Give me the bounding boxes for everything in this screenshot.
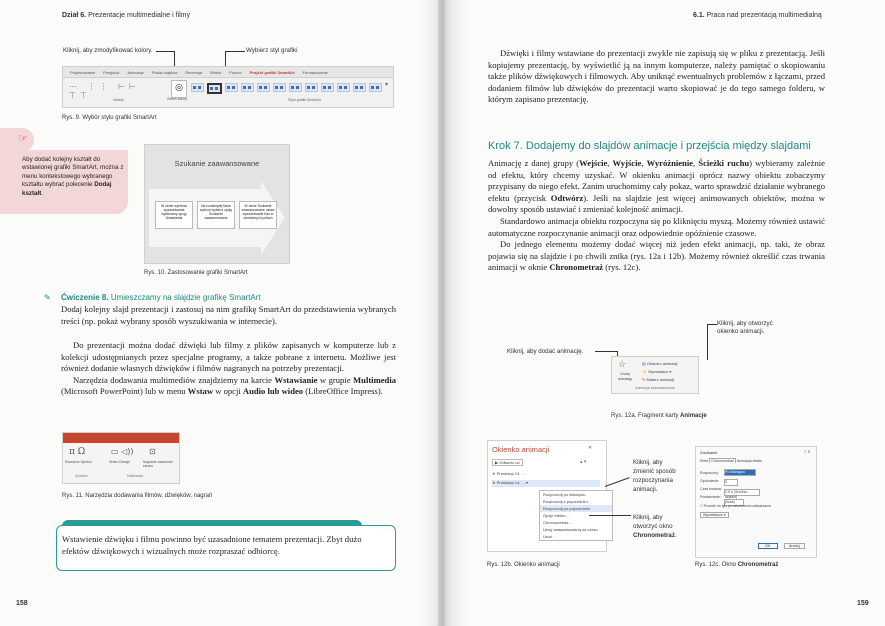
equation-icon[interactable]: π Ω	[69, 447, 86, 457]
leader-line	[156, 51, 174, 52]
dialog-field-values[interactable]: Po kliknięciu 0 2,0 s (Średnio szybko) (Brak)	[724, 469, 760, 506]
leader-line	[707, 324, 717, 325]
ribbon-group-label: Symbole	[75, 474, 88, 478]
menu-item[interactable]: Usuń	[543, 534, 553, 539]
play-from-button[interactable]: ▶ Odtwórz od	[492, 459, 523, 466]
left-page-header: Dział 6. Prezentacje multimedialne i filmy	[62, 12, 191, 19]
exercise-heading: Ćwiczenie 8. Umieszczamy na slajdzie grafikę SmartArt	[61, 293, 261, 302]
smartart-style[interactable]	[353, 83, 366, 92]
ribbon-tab[interactable]: Przejścia	[103, 69, 120, 75]
figure-10-caption: Rys. 10. Zastosowanie grafiki SmartArt	[144, 270, 248, 276]
figure-12a-caption: Rys. 12a. Fragment karty Animacje	[611, 413, 707, 419]
media-tool-label: Wideo Dźwięk	[109, 460, 130, 464]
step-7-heading: Krok 7. Dodajemy do slajdów animacje i przejścia między slajdami	[488, 140, 811, 152]
right-body-top: Dźwięki i filmy wstawiane do prezentacji zwykle nie zapisują się w pliku z prezentacją. Jeśli kopiujemy prezentację, by wyświetlić ją na innym komputerze, należy pamiętać o skopiowaniu także plików dźwiękowych i filmowych. Aby uniknąć ewentualnych problemów z łączami, przed dodaniem filmów lub dźwięków do prezentacji warto skopiować je do tego samego folderu, w którym zapisano prezentację.	[488, 48, 825, 105]
dialog-tab-active[interactable]: Chronometraż	[711, 459, 734, 463]
smartart-style[interactable]	[337, 83, 350, 92]
close-icon[interactable]: ✕	[588, 445, 593, 451]
dialog-close-icon[interactable]: ? ✕	[804, 449, 811, 454]
menu-item[interactable]: Chronometraż...	[543, 520, 572, 525]
right-page	[445, 0, 885, 626]
leader-line	[589, 515, 631, 516]
media-tool-label: Równanie Symbol	[65, 460, 92, 464]
animation-item-selected[interactable]: ★ Prostokąt 14: ... ▾	[492, 480, 600, 487]
leader-line	[595, 351, 617, 352]
left-body-text: Do prezentacji można dodać dźwięki lub filmy z plików zapisanych w komputerze lub z kolekcji udostępnianych przez specjalne programy, a także pobrane z internetu. Możliwe jest również dodanie własnych dźwięków i filmów nagranych na potrzeby prezentacji. Narzędzia dodawania multimediów znajdziemy na karcie Wstawianie w grupie Multimedia (Microsoft PowerPoint) lub w menu Wstaw w opcji Audio lub wideo (LibreOffice Impress).	[61, 340, 397, 397]
ribbon-tab[interactable]: Recenzja	[185, 69, 203, 75]
dialog-field-labels: Rozpocznij: Opóźnienie: Czas trwania: Powtarzanie:	[700, 471, 722, 499]
gallery-scroll-icon[interactable]: ▾	[385, 82, 389, 88]
smartart-style[interactable]	[241, 83, 254, 92]
menu-item[interactable]: Rozpocznij po kliknięciu	[543, 492, 586, 497]
leader-line	[225, 51, 245, 52]
smartart-style[interactable]	[257, 83, 270, 92]
smartart-style-selected[interactable]	[207, 83, 222, 94]
ribbon-tab-smartart-design[interactable]: Projekt grafiki SmartArt	[249, 69, 295, 75]
screen-recording-icon[interactable]: ⊡	[149, 447, 156, 456]
exercise-text: Dodaj kolejny slajd prezentacji i zastosuj na nim grafikę SmartArt do przedstawienia wybranych treści (np. pokaż wybrany sposób wyszukiwania w internecie).	[61, 304, 396, 326]
reorder-icons[interactable]: ▴ ▾	[580, 459, 587, 465]
ribbon-group-label: Układy	[113, 98, 124, 102]
exercise-icon: ✎	[44, 293, 51, 302]
right-page-header: 6.1. Praca nad prezentacją multimedialną	[693, 12, 822, 19]
side-note-text: Aby dodać kolejny kształt do wstawionej grafiki SmartArt, można z menu kontekstowego wybranego kształtu wybrać polecenie Dodaj kształt.	[22, 156, 124, 197]
change-colors-icon[interactable]: ◎	[171, 80, 187, 98]
animation-pane-title: Okienko animacji	[492, 445, 550, 454]
smartart-style[interactable]	[321, 83, 334, 92]
video-audio-icons[interactable]: ▭ ◁))	[111, 447, 134, 456]
figure-12c-caption: Rys. 12c. Okno Chronometraż	[695, 562, 779, 568]
smartart-ribbon	[62, 66, 394, 108]
media-tool-label: Nagranie zawartości ekranu	[143, 460, 173, 468]
animation-painter-button[interactable]: ✎ Malarz animacji	[642, 377, 675, 382]
dialog-title: Zanikanie	[700, 450, 718, 455]
smartart-title: Szukanie zaawansowane	[174, 159, 260, 168]
smartart-style[interactable]	[273, 83, 286, 92]
ribbon-tab[interactable]: Formatowanie	[302, 69, 328, 75]
ribbon-tab[interactable]: Animacje	[127, 69, 144, 75]
smartart-style[interactable]	[191, 83, 204, 92]
annot-add-animation: Kliknij, aby dodać animację.	[507, 348, 584, 355]
note-icon-badge	[0, 128, 34, 152]
pointer-icon: ☞	[18, 132, 28, 145]
leader-line	[605, 477, 630, 487]
left-page	[0, 0, 440, 626]
dialog-tab[interactable]: Animacja tekstu	[736, 459, 763, 463]
dialog-tabs	[700, 459, 762, 463]
ribbon-tab[interactable]: Projektowanie	[70, 69, 96, 75]
ribbon-group-label: Multimedia	[127, 474, 143, 478]
ok-button[interactable]: OK	[758, 543, 778, 549]
smartart-style[interactable]	[369, 83, 382, 92]
right-body-step7: Animację z danej grupy (Wejście, Wyjście, Wyróżnienie, Ścieżki ruchu) wybieramy zależnie od efektu, który chcemy uzyskać. W okienku animacji oprócz nazwy obiektu zobaczymy przypisany do niego efekt. Zanim uruchomimy cały pokaz, warto sprawdzić działanie wybranego efektu (przycisk Odtwórz). Jeśli na slajdzie jest więcej animowanych obiektów, można w dowolny sposób ustawiać i zmieniać kolejność animacji. Standardowo animacja obiektu rozpoczyna się po kliknięciu myszą. Możemy również ustawić automatyczne rozpoczynanie animacji oraz odpowiednie opóźnienie czasowe. Do jednego elementu możemy dodać więcej niż jeden efekt animacji, np. taki, że obraz pojawia się na slajdzie i po chwili znika (rys. 12a i 12b). Możemy również określić czas trwania animacji w oknie Chronometraż (rys. 12c).	[488, 158, 826, 273]
ribbon-title-bar	[63, 433, 179, 443]
animation-item[interactable]: ★ Prostokąt 13: ...	[492, 471, 525, 476]
add-animation-label[interactable]: Dodaj animację	[617, 372, 632, 381]
leader-line	[707, 324, 708, 360]
add-animation-icon[interactable]: ☆	[618, 360, 627, 370]
smartart-slide	[144, 144, 290, 264]
ribbon-tab[interactable]: Pokaz slajdów	[151, 69, 178, 75]
smartart-style[interactable]	[305, 83, 318, 92]
change-colors-label: Zmień kolory	[167, 97, 188, 101]
smartart-style[interactable]	[289, 83, 302, 92]
smartart-step-2: Na rozwiniętej liście wyboru wybierz opcję Szukanie zaawansowane	[197, 201, 235, 229]
smartart-step-1: W oknie wyników wyszukiwania wybieramy opcję Ustawienia	[155, 201, 193, 229]
rewind-checkbox[interactable]: ☐ Przewiń do tyłu po zakończeniu odtwarzania	[700, 504, 771, 508]
media-ribbon	[62, 432, 180, 484]
triggers-button[interactable]: Wyzwalacze ▾	[700, 512, 729, 518]
timing-dialog	[695, 446, 817, 558]
ribbon-tab[interactable]: Pomoc	[229, 69, 242, 75]
ribbon-group-label: Animacja zaawansowana	[635, 386, 675, 390]
annot-style: Wybierz styl grafiki	[246, 47, 298, 54]
annot-change-start: Kliknij, aby zmienić sposób rozpoczynania animacji.	[633, 459, 676, 493]
layout-icons[interactable]: ⋯ ⋮⋮ ⊢⊢ ⊤⊤	[69, 82, 141, 100]
annot-change-colors: Kliknij, aby zmodyfikować kolory.	[63, 47, 153, 54]
smartart-style[interactable]	[225, 83, 238, 92]
tip-text: Wstawienie dźwięku i filmu powinno być uzasadnione tematem prezentacji. Zbyt dużo efektów dźwiękowych i wizualnych może rozpraszać odbiorcę.	[62, 534, 362, 556]
figure-11-caption: Rys. 11. Narzędzia dodawania filmów, dźwięków, nagrań	[62, 493, 213, 499]
annot-open-pane: Kliknij, aby otworzyć okienko animacji.	[717, 320, 773, 335]
figure-9-caption: Rys. 9. Wybór stylu grafiki SmartArt	[62, 115, 157, 121]
menu-item-highlighted[interactable]: Rozpocznij po poprzednim	[540, 505, 612, 512]
ribbon-tab[interactable]: Widok	[210, 69, 222, 75]
smartart-step-3: W oknie Szukanie zaawansowane ustaw wyszukiwanie fraz w określonych polach	[239, 201, 277, 229]
annot-open-timing: Kliknij, aby otworzyć okno Chronometraż.	[633, 514, 677, 539]
cancel-button[interactable]: Anuluj	[784, 543, 805, 549]
page-number-right: 159	[857, 600, 869, 607]
animation-pane-button[interactable]: ▤ Okienko animacji	[642, 361, 678, 366]
trigger-button[interactable]: ⚡ Wyzwalacz ▾	[642, 369, 672, 374]
animation-ribbon	[611, 356, 699, 394]
menu-item[interactable]: Rozpocznij z poprzednim	[543, 499, 588, 504]
page-number-left: 158	[16, 600, 28, 607]
menu-item[interactable]: Opcje efektu...	[543, 513, 569, 518]
ribbon-tabs	[63, 67, 393, 78]
figure-12b-caption: Rys. 12b. Okienko animacji	[487, 562, 560, 568]
dialog-tab[interactable]: Efekt	[700, 459, 709, 463]
ribbon-group-label: Style grafiki SmartArt	[288, 98, 321, 102]
menu-item[interactable]: Ukryj zaawansowaną oś czasu	[543, 527, 598, 532]
